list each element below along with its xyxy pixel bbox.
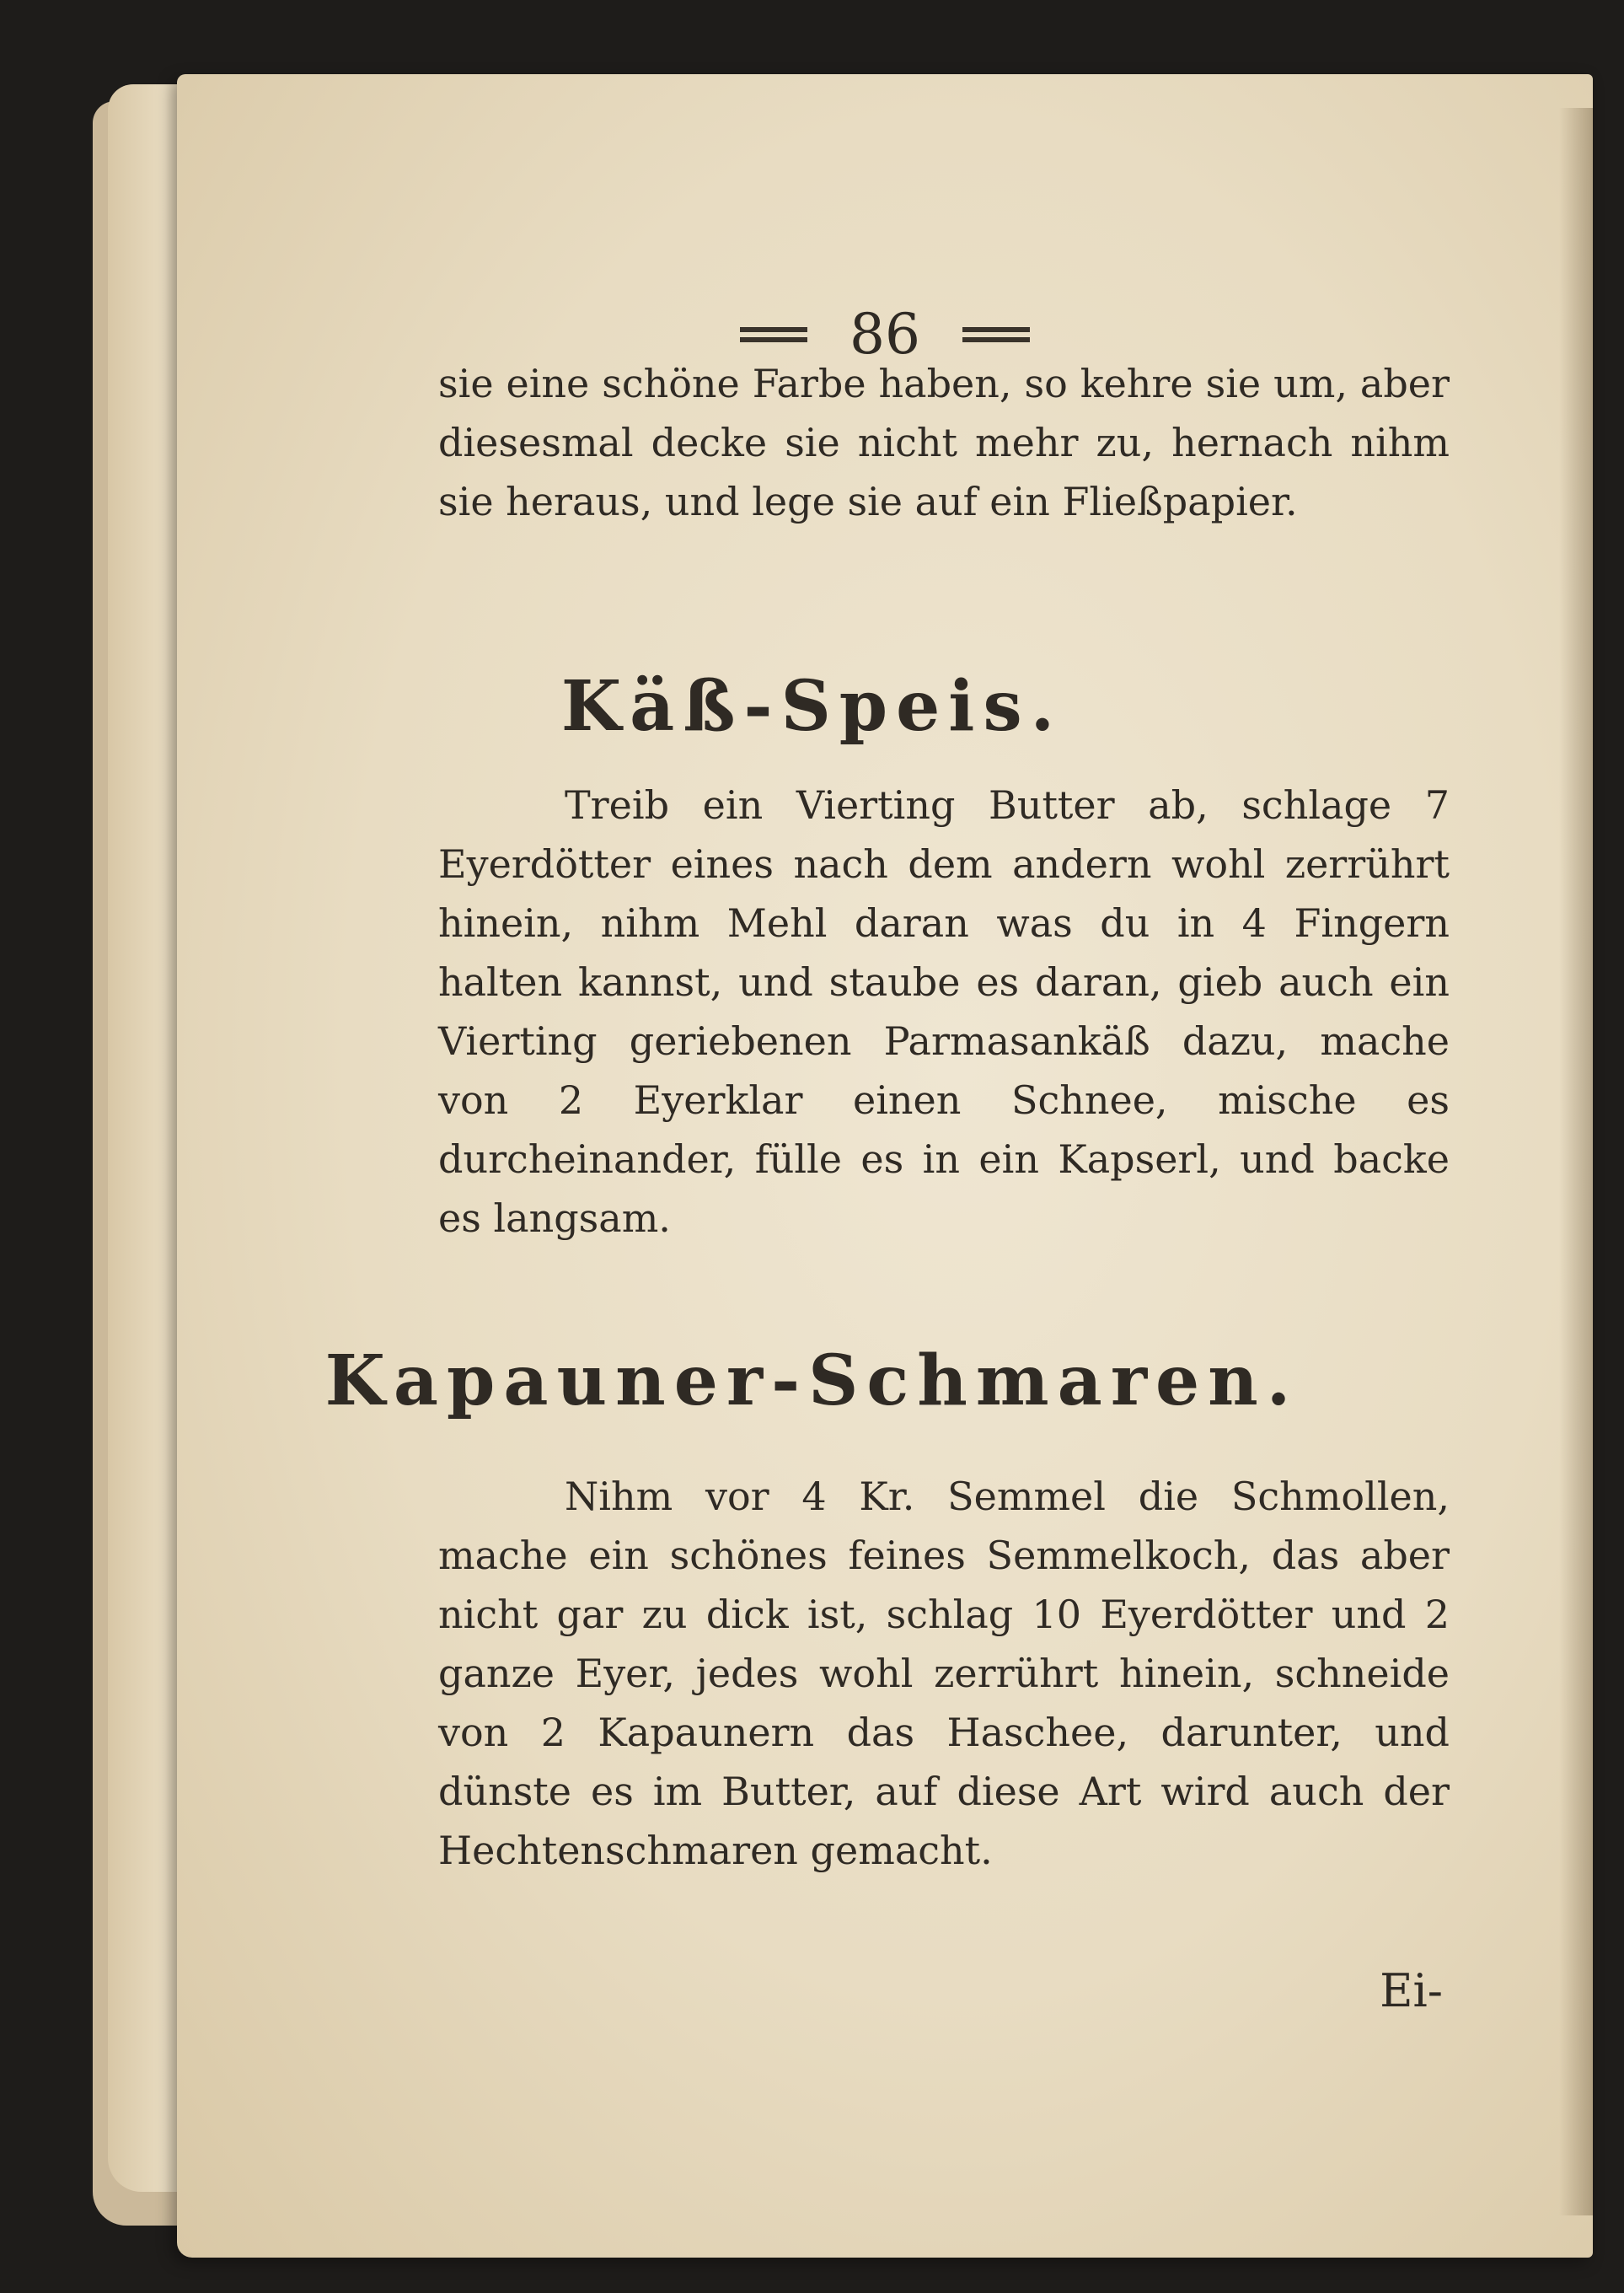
page-number: 86 [850,302,920,367]
paragraph-2 [438,776,1450,1248]
paragraph-1-text: sie eine schöne Farbe haben, so kehre sie um, aber diesesmal decke sie nicht mehr zu, hernach nihm sie heraus, und lege sie auf ein Fließpapier. [438,361,1450,524]
right-ornament [962,327,1030,342]
gutter-shadow [1559,108,1593,2215]
paragraph-3-text: Nihm vor 4 Kr. Semmel die Schmollen, mache ein schönes feines Semmelkoch, das aber nicht gar zu dick ist, schlag 10 Eyerdötter und 2 ganze Eyer, jedes wohl zerrührt hinein, schneide von 2 Kapaunern das Haschee, darunter, und dünste es im Butter, auf diese Art wird auch der Hechtenschmaren gemacht. [438,1474,1450,1873]
catchword: Ei- [1380,1964,1443,2017]
paragraph-2-text: Treib ein Vierting Butter ab, schlage 7 Eyerdötter eines nach dem andern wohl zerrührt hinein, nihm Mehl daran was du in 4 Fingern halten kannst, und staube es daran, gieb auch ein Vierting geriebenen Parmasankäß dazu, mache von 2 Eyerklar einen Schnee, mische es durcheinander, fülle es in ein Kapserl, und backe es langsam. [438,782,1450,1241]
heading-kapauner-schmaren: Kapauner-Schmaren. [324,1340,1300,1421]
paragraph-1 [438,354,1450,531]
heading-kaess-speis: Käß-Speis. [560,666,1064,747]
paragraph-3 [438,1467,1450,1880]
left-ornament [740,327,807,342]
